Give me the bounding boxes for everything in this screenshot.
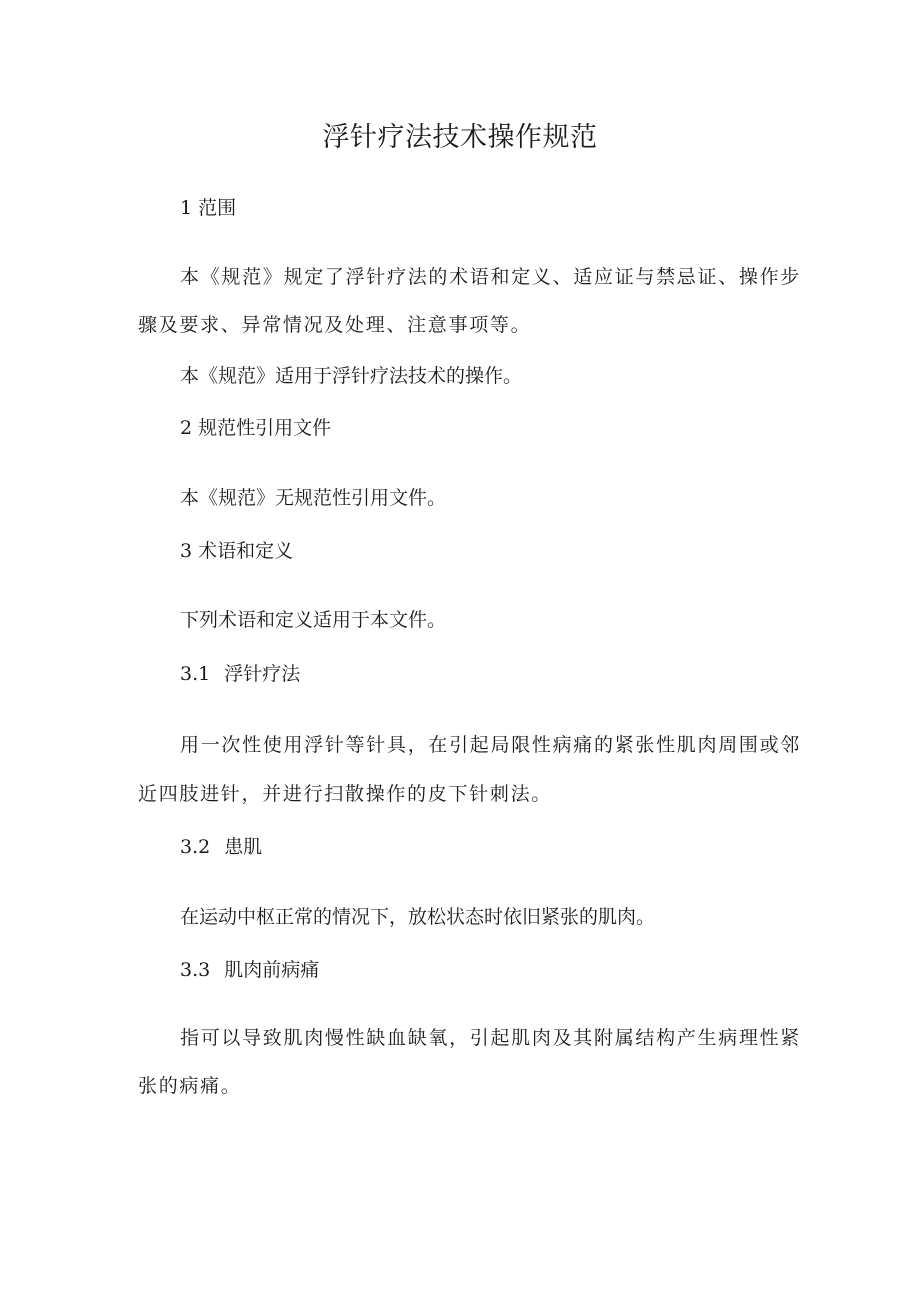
section-3-3-definition-line-2: 张的病痛。 (138, 1075, 242, 1097)
section-3-1-heading (180, 659, 300, 689)
section-3-2-title: 患肌 (224, 836, 263, 858)
section-3-2-number: 3.2 (180, 836, 211, 858)
section-1-paragraph-1-line-1: 本《规范》规定了浮针疗法的术语和定义、适应证与禁忌证、操作步 (180, 266, 802, 288)
section-1-paragraph-1-line-2: 骤及要求、异常情况及处理、注意事项等。 (138, 314, 532, 336)
section-2-paragraph-1: 本《规范》无规范性引用文件。 (180, 487, 447, 509)
section-3-3-title: 肌肉前病痛 (224, 959, 320, 981)
section-3-1-number: 3.1 (180, 663, 211, 685)
section-1-heading: 1 范围 (180, 197, 237, 219)
section-3-1-definition-line-2: 近四肢进针，并进行扫散操作的皮下针刺法。 (138, 783, 553, 805)
section-3-paragraph-1: 下列术语和定义适用于本文件。 (180, 609, 447, 631)
section-3-heading: 3 术语和定义 (180, 540, 294, 562)
section-3-3-number: 3.3 (180, 959, 211, 981)
section-3-3-definition-line-1: 指可以导致肌肉慢性缺血缺氧，引起肌肉及其附属结构产生病理性紧 (180, 1027, 802, 1049)
section-3-2-definition: 在运动中枢正常的情况下，放松状态时依旧紧张的肌肉。 (180, 906, 656, 928)
document-title: 浮针疗法技术操作规范 (322, 122, 598, 153)
section-3-1-definition-line-1: 用一次性使用浮针等针具，在引起局限性病痛的紧张性肌肉周围或邻 (180, 734, 802, 756)
section-2-heading: 2 规范性引用文件 (180, 417, 332, 439)
section-3-2-heading (180, 832, 262, 862)
section-3-1-title: 浮针疗法 (224, 663, 301, 685)
section-3-3-heading (180, 955, 319, 985)
section-1-paragraph-2: 本《规范》适用于浮针疗法技术的操作。 (180, 365, 523, 387)
